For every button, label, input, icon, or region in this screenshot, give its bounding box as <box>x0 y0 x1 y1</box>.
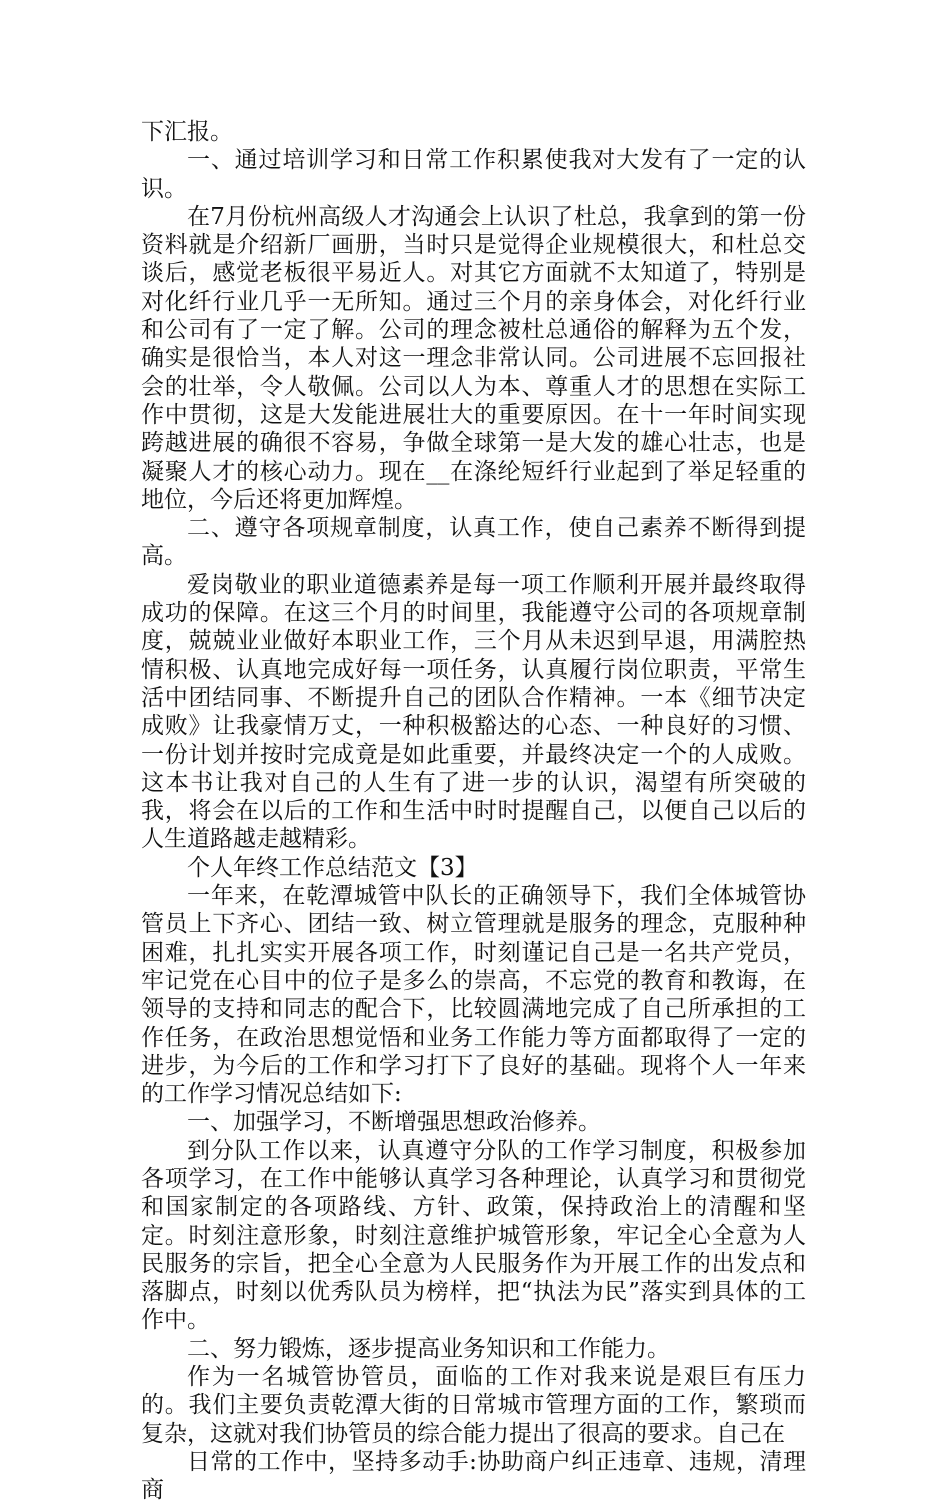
section-heading-1: 一、通过培训学习和日常工作积累使我对大发有了一定的认识。 <box>141 147 806 202</box>
paragraph: 爱岗敬业的职业道德素养是每一项工作顺利开展并最终取得成功的保障。在这三个月的时间里，我能遵守公司的各项规章制度，兢兢业业做好本职业工作，三个月从未迟到早退，用满腔热情积极、认真地完成好每一项任务，认真履行岗位职责，平常生活中团结同事、不断提升自己的团队合作精神。一本《细节决定成败》让我豪情万丈，一种积极豁达的心态、一种良好的习惯、一份计划并按时完成竟是如此重要，并最终决定一个的人成败。这本书让我对自己的人生有了进一步的认识，渴望有所突破的我，将会在以后的工作和生活中时时提醒自己，以便自己以后的人生道路越走越精彩。 <box>141 571 806 853</box>
paragraph: 日常的工作中，坚持多动手:协助商户纠正违章、违规，清理商 <box>141 1448 806 1504</box>
paragraph: 一年来，在乾潭城管中队长的正确领导下，我们全体城管协管员上下齐心、团结一致、树立管理就是服务的理念，克服种种困难，扎扎实实开展各项工作，时刻谨记自己是一名共产党员，牢记党在心目中的位子是多么的崇高，不忘党的教育和教诲，在领导的支持和同志的配合下，比较圆满地完成了自己所承担的工作任务，在政治思想觉悟和业务工作能力等方面都取得了一定的进步，为今后的工作和学习打下了良好的基础。现将个人一年来的工作学习情况总结如下: <box>141 883 806 1108</box>
paragraph: 作为一名城管协管员，面临的工作对我来说是艰巨有压力的。我们主要负责乾潭大街的日常城市管理方面的工作，繁琐而复杂，这就对我们协管员的综合能力提出了很高的要求。自己在 <box>141 1364 806 1447</box>
body-text <box>141 118 806 1505</box>
article-title: 个人年终工作总结范文【3】 <box>187 854 478 881</box>
paragraph: 到分队工作以来，认真遵守分队的工作学习制度，积极参加各项学习，在工作中能够认真学习各种理论，认真学习和贯彻党和国家制定的各项路线、方针、政策，保持政治上的清醒和坚定。时刻注意形象，时刻注意维护城管形象，牢记全心全意为人民服务的宗旨，把全心全意为人民服务作为开展工作的出发点和落脚点，时刻以优秀队员为榜样，把“执法为民”落实到具体的工作中。 <box>141 1137 806 1334</box>
section-heading-2: 二、努力锻炼，逐步提高业务知识和工作能力。 <box>187 1335 670 1362</box>
paragraph: 在7月份杭州高级人才沟通会上认识了杜总，我拿到的第一份资料就是介绍新厂画册，当时只是觉得企业规模很大，和杜总交谈后，感觉老板很平易近人。对其它方面就不太知道了，特别是对化纤行业几乎一无所知。通过三个月的亲身体会，对化纤行业和公司有了一定了解。公司的理念被杜总通俗的解释为五个发，确实是很恰当，本人对这一理念非常认同。公司进展不忘回报社会的壮举，令人敬佩。公司以人为本、尊重人才的思想在实际工作中贯彻，这是大发能进展壮大的重要原因。在十一年时间实现跨越进展的确很不容易，争做全球第一是大发的雄心壮志，也是凝聚人才的核心动力。现在__在涤纶短纤行业起到了举足轻重的地位，今后还将更加辉煌。 <box>141 203 806 513</box>
paragraph-continuation: 下汇报。 <box>141 119 233 145</box>
section-heading-2: 二、遵守各项规章制度，认真工作，使自己素养不断得到提高。 <box>141 515 806 570</box>
section-heading-1: 一、加强学习，不断增强思想政治修养。 <box>187 1109 601 1136</box>
